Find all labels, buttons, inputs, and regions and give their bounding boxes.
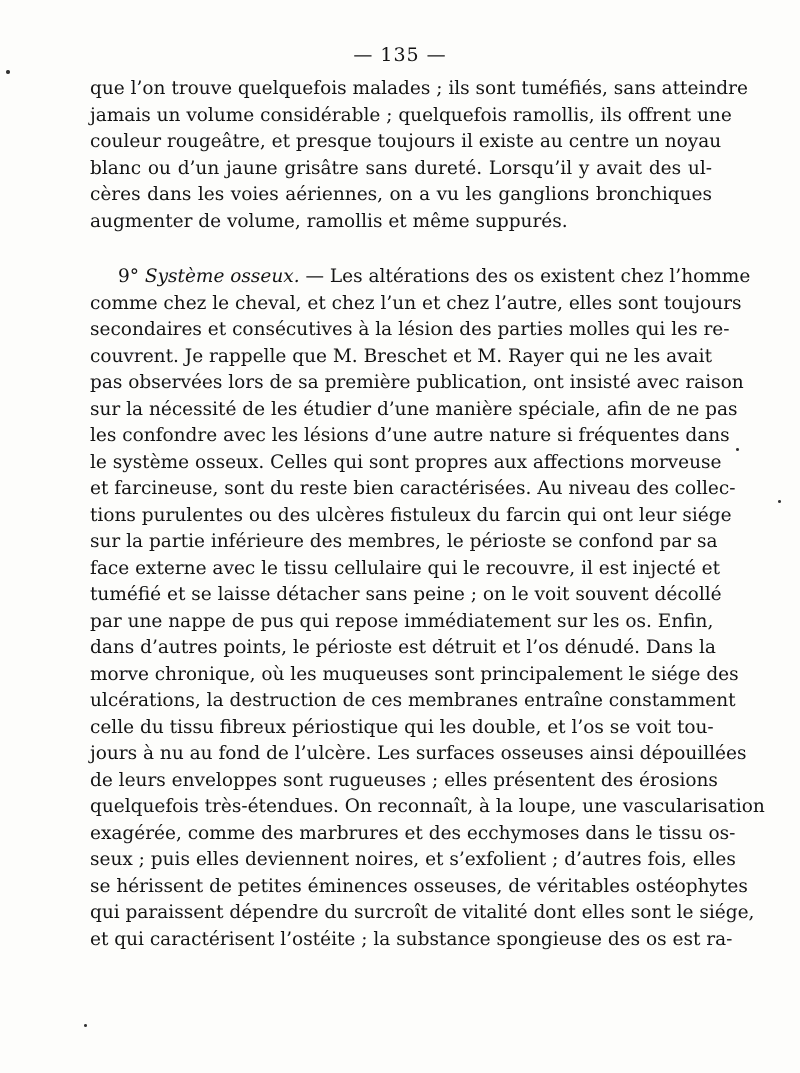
text-line: blanc ou d’un jaune grisâtre sans dureté. Lorsqu’il y avait des ul-: [90, 157, 712, 179]
text-line: et farcineuse, sont du reste bien caractérisées. Au niveau des collec-: [90, 478, 736, 499]
text-line: qui paraissent dépendre du surcroît de vitalité dont elles sont le siége,: [90, 902, 755, 923]
text-line: tions purulentes ou des ulcères fistuleux du farcin qui ont leur siége: [90, 504, 732, 526]
text-line: couleur rougeâtre, et presque toujours il existe au centre un noyau: [90, 131, 722, 152]
text-line: pas observées lors de sa première publication, ont insisté avec raison: [90, 372, 744, 393]
scan-speck: [84, 1024, 87, 1027]
text-line: sur la partie inférieure des membres, le périoste se confond par sa: [90, 531, 718, 552]
text-line: sur la nécessité de les étudier d’une manière spéciale, afin de ne pas: [90, 398, 738, 420]
text-line: cères dans les voies aériennes, on a vu les ganglions bronchiques: [90, 184, 712, 205]
paragraph-lymph-nodes: [90, 76, 748, 235]
text-line: augmenter de volume, ramollis et même suppurés.: [90, 210, 568, 232]
text-line: les confondre avec les lésions d’une autre nature si fréquentes dans: [90, 425, 730, 446]
text-line: que l’on trouve quelquefois malades ; ils sont tuméfiés, sans atteindre: [90, 78, 748, 99]
text-line: exagérée, comme des marbrures et des ecchymoses dans le tissu os-: [90, 822, 736, 844]
text-line: par une nappe de pus qui repose immédiatement sur les os. Enfin,: [90, 610, 714, 632]
text-line: couvrent. Je rappelle que M. Breschet et M. Rayer qui ne les avait: [90, 345, 712, 367]
text-line: de leurs enveloppes sont rugueuses ; elles présentent des érosions: [90, 769, 718, 791]
text-line: seux ; puis elles deviennent noires, et s’exfolient ; d’autres fois, elles: [90, 849, 736, 870]
paragraph-bone-system: [90, 264, 765, 953]
scan-speck: [778, 500, 781, 503]
text-line: dans d’autres points, le périoste est détruit et l’os dénudé. Dans la: [90, 637, 716, 658]
section-title: Système osseux.: [144, 266, 300, 287]
text-line: se hérissent de petites éminences osseuses, de véritables ostéophytes: [90, 875, 748, 897]
text-line: comme chez le cheval, et chez l’un et chez l’autre, elles sont toujours: [90, 292, 742, 314]
text-line: celle du tissu fibreux périostique qui les double, et l’os se voit tou-: [90, 716, 714, 738]
text-line: jours à nu au fond de l’ulcère. Les surfaces osseuses ainsi dépouillées: [90, 743, 747, 764]
text-line: secondaires et consécutives à la lésion des parties molles qui les re-: [90, 319, 730, 340]
text-line: ulcérations, la destruction de ces membranes entraîne constamment: [90, 690, 736, 711]
text-line: quelquefois très-étendues. On reconnaît, à la loupe, une vascularisation: [90, 796, 765, 817]
text-line: jamais un volume considérable ; quelquefois ramollis, ils offrent une: [90, 104, 732, 126]
section-number: 9°: [118, 266, 140, 287]
text-line: morve chronique, où les muqueuses sont principalement le siége des: [90, 663, 739, 685]
section-heading-line: [90, 264, 751, 291]
text-line: face externe avec le tissu cellulaire qui le recouvre, il est injecté et: [90, 557, 721, 579]
page-number: — 135 —: [353, 44, 447, 66]
text-line: et qui caractérisent l’ostéite ; la substance spongieuse des os est ra-: [90, 928, 733, 950]
scan-speck: [736, 448, 739, 451]
text-line-rest: — Les altérations des os existent chez l’homme: [299, 266, 751, 287]
text-line: le système osseux. Celles qui sont propres aux affections morveuse: [90, 451, 722, 473]
text-line: tuméfié et se laisse détacher sans peine ; on le voit souvent décollé: [90, 584, 722, 605]
scan-speck: [6, 70, 10, 74]
